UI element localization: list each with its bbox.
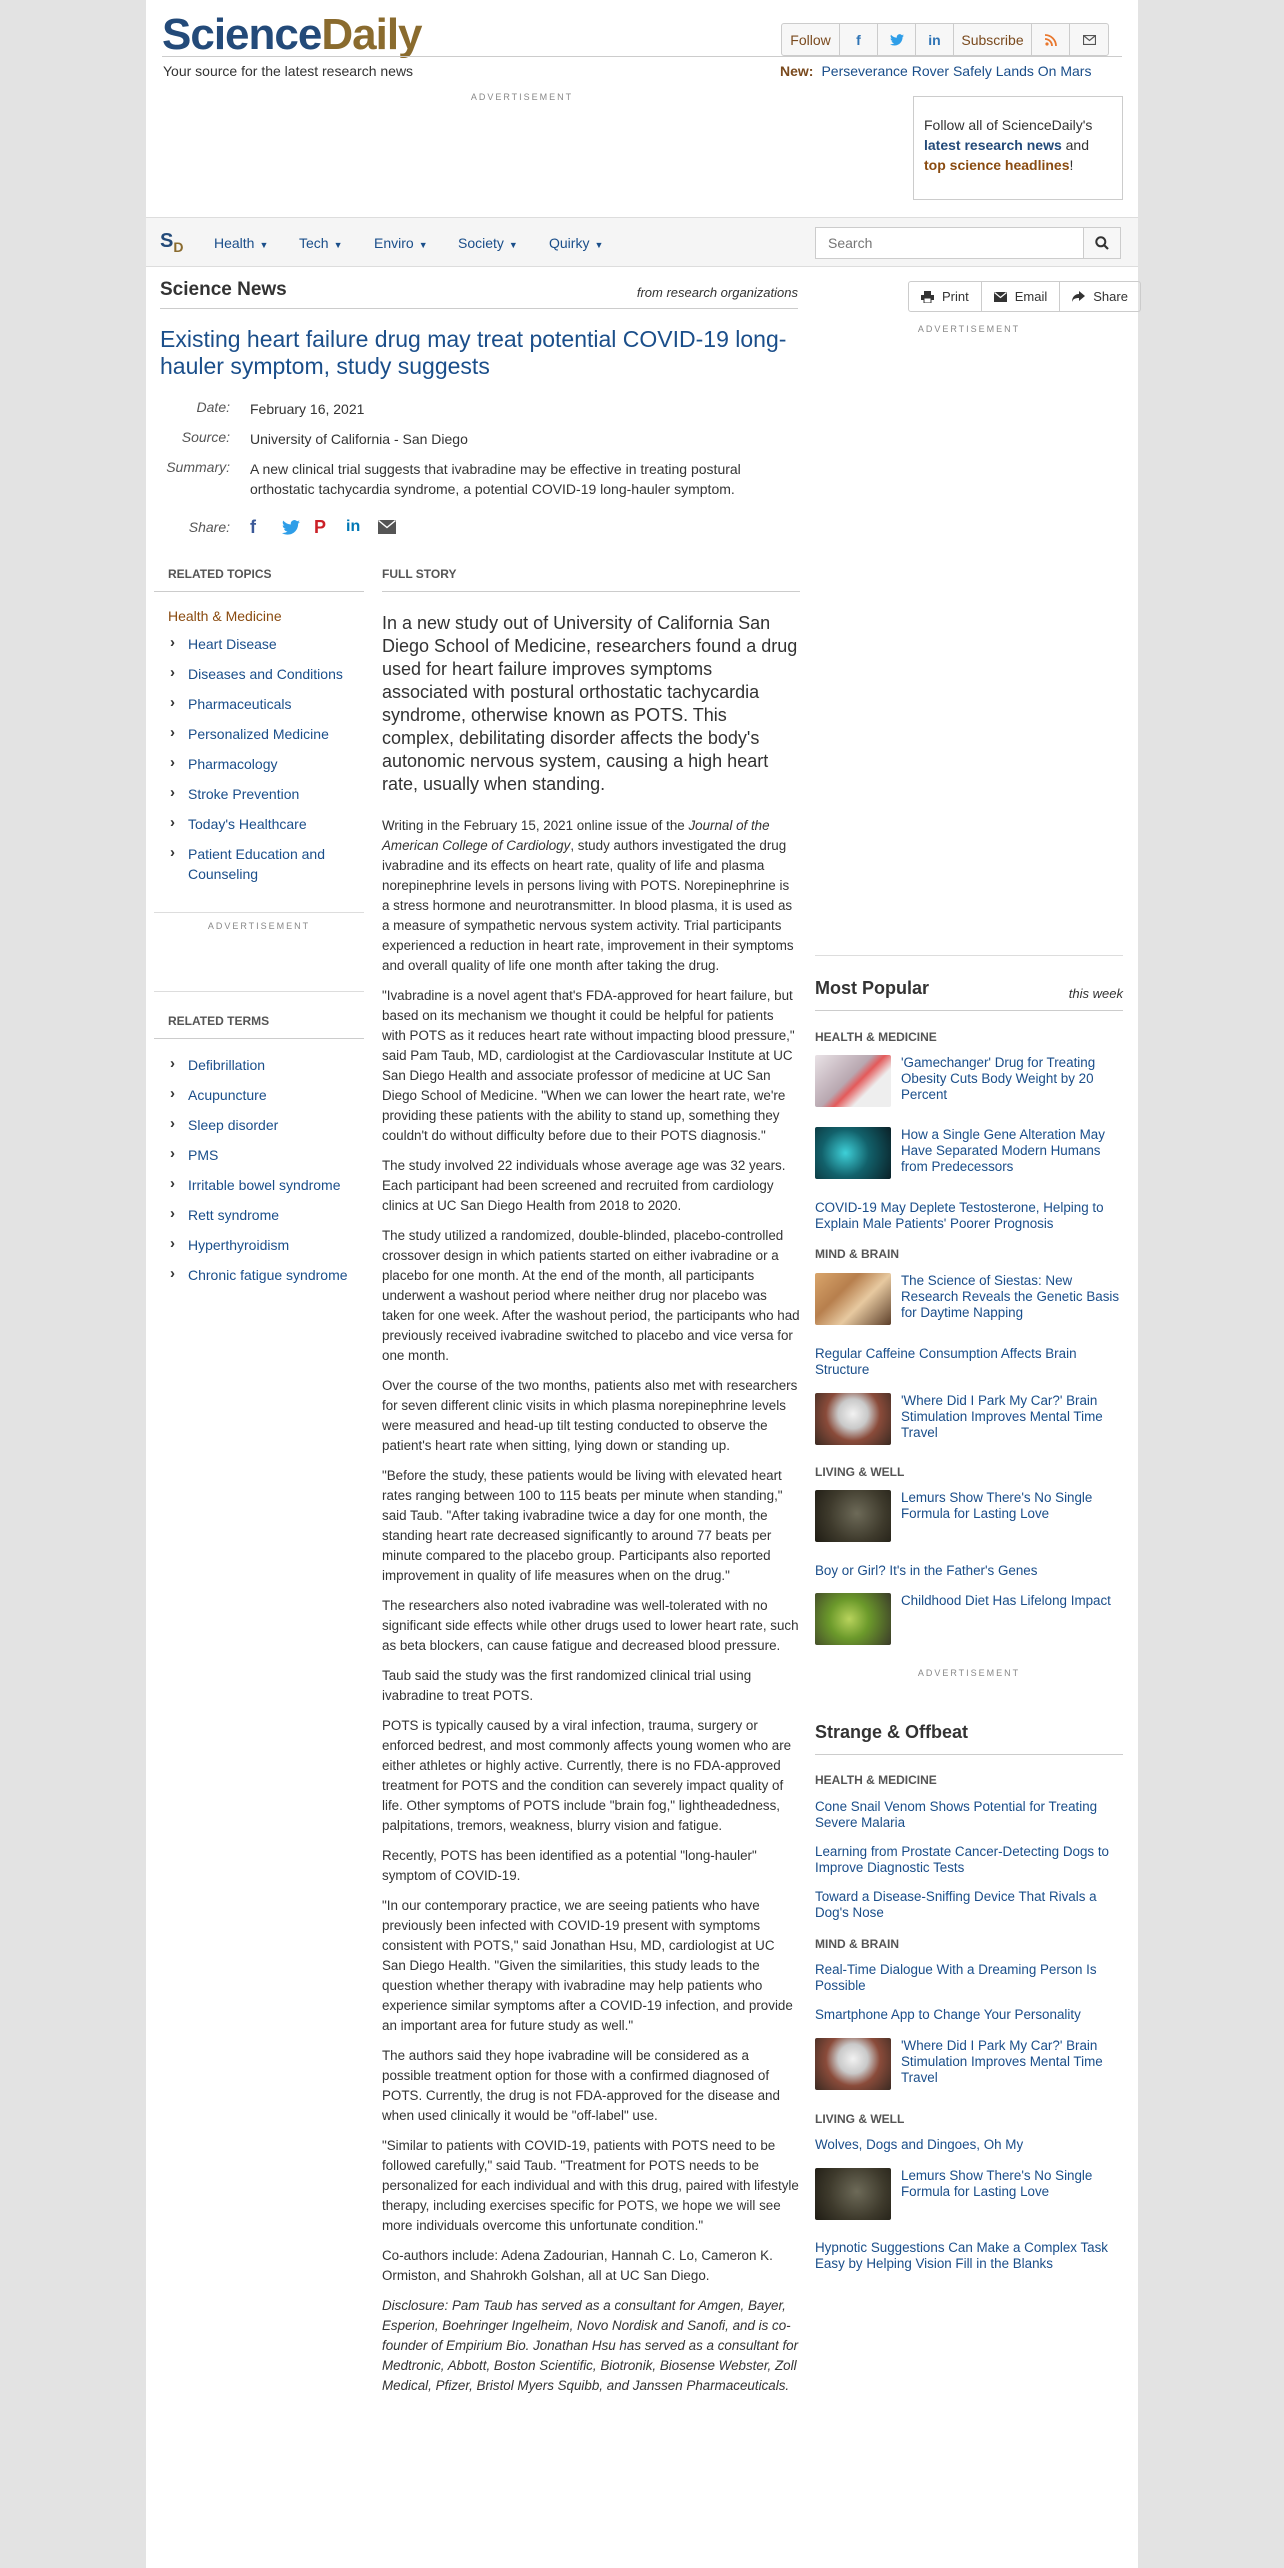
share-row bbox=[160, 516, 410, 538]
nav-label: Health bbox=[214, 235, 255, 251]
story-thumbnail bbox=[815, 1273, 891, 1325]
ad-label-right-2: ADVERTISEMENT bbox=[917, 1668, 1021, 1678]
topic-link[interactable]: › Stroke Prevention bbox=[168, 784, 350, 804]
nav-item-society[interactable] bbox=[458, 235, 518, 251]
share-arrow-icon bbox=[1072, 291, 1085, 302]
offbeat-item[interactable]: Learning from Prostate Cancer-Detecting Dogs to Improve Diagnostic Tests bbox=[815, 1844, 1109, 1875]
logo-daily: Daily bbox=[321, 10, 422, 59]
popular-item[interactable] bbox=[815, 1593, 1123, 1645]
section-divider bbox=[160, 308, 798, 309]
story-paragraph: "Similar to patients with COVID-19, patients with POTS need to be followed carefully," said Taub. "Treatment for POTS needs to be personalized for each individual and with this drug, paired with lifestyle therapy, including exercises specific for POTS, we hope we will see more individuals overcome this unfortunate condition." bbox=[382, 2138, 799, 2233]
story-text: Writing in the February 15, 2021 online issue of the bbox=[382, 818, 689, 833]
nav-label: Enviro bbox=[374, 235, 414, 251]
story-paragraph: Taub said the study was the first randomized clinical trial using ivabradine to treat POTS. bbox=[382, 1668, 752, 1703]
pinterest-share-icon[interactable]: P bbox=[314, 516, 327, 537]
nav-logo-d: D bbox=[173, 239, 184, 255]
popular-item[interactable] bbox=[815, 1273, 1123, 1325]
section-from: from research organizations bbox=[636, 285, 798, 300]
follow-button[interactable]: Follow bbox=[782, 24, 840, 55]
ad-label-top: ADVERTISEMENT bbox=[470, 92, 574, 102]
related-terms-heading: RELATED TERMS bbox=[154, 992, 364, 1039]
strange-offbeat-divider bbox=[815, 1754, 1123, 1755]
search-button[interactable] bbox=[1083, 227, 1121, 259]
follow-bar bbox=[781, 23, 1109, 56]
related-terms-list bbox=[154, 1055, 364, 1285]
topic-link[interactable]: › Heart Disease bbox=[168, 634, 350, 654]
term-link[interactable]: › PMS bbox=[168, 1145, 350, 1165]
story-paragraph: "Before the study, these patients would be living with elevated heart rates ranging between 100 to 115 beats per minute when standing," said Taub. "After taking ivabradine twice a day for one month, the standing heart rate decreased significantly to around 77 beats per minute compared to the placebo group. Participants also reported improvement in quality of life measures when on the drug." bbox=[382, 1468, 783, 1583]
disclosure: Disclosure: Pam Taub has served as a consultant for Amgen, Bayer, Esperion, Boehringer Ingelheim, Novo Nordisk and Sanofi, and is co-founder of Empirium Bio. Jonathan Hsu has served as a consultant for Medtronic, Abbott, Boston Scientific, Biotronik, Biosense Webster, Zoll Medical, Pfizer, Bristol Myers Squibb, and Janssen Pharmaceuticals. bbox=[382, 2298, 799, 2393]
story-paragraph: Over the course of the two months, patients also met with researchers for seven different clinic visits in which plasma norepinephrine levels were measured and head-up tilt testing conducted to observe the patient's heart rate when sitting, lying down or standing up. bbox=[382, 1378, 798, 1453]
story-text: , study authors investigated the drug ivabradine and its effects on heart rate, quality of life and plasma norepinephrine levels in persons living with POTS. Norepinephrine is a stress hormone and neurotransmitter. In blood plasma, it is used as a measure of sympathetic nervous system activity. Trial participants experienced a reduction in heart rate, improvement in their symptoms and overall quality of life one month after taking the drug. bbox=[382, 838, 794, 973]
most-popular-period: this week bbox=[1068, 986, 1123, 1001]
popular-item[interactable]: COVID-19 May Deplete Testosterone, Helping to Explain Male Patients' Poorer Prognosis bbox=[815, 1200, 1104, 1231]
story-paragraph: POTS is typically caused by a viral infection, trauma, surgery or enforced bedrest, and most commonly affects young women who are either athletes or highly active. Currently, there is no FDA-approved treatment for POTS and the condition can severely impact quality of life. Other symptoms of POTS include "brain fog," lightheadedness, palpitations, tremors, weakness, blurry vision and fatigue. bbox=[382, 1718, 792, 1833]
popular-item-title: How a Single Gene Alteration May Have Separated Modern Humans from Predecessors bbox=[901, 1127, 1105, 1174]
followbox-text: Follow all of ScienceDaily's bbox=[924, 117, 1093, 133]
nav-item-quirky[interactable] bbox=[549, 235, 603, 251]
story-thumbnail bbox=[815, 2168, 891, 2220]
story-paragraph: Recently, POTS has been identified as a potential "long-hauler" symptom of COVID-19. bbox=[382, 1848, 757, 1883]
tagline: Your source for the latest research news bbox=[163, 63, 414, 79]
top-science-headlines-link[interactable]: top science headlines bbox=[924, 157, 1070, 173]
story-paragraph: The researchers also noted ivabradine was well-tolerated with no significant side effects while other drugs used to lower heart rate, such as beta blockers, can cause fatigue and decreased blood pressure. bbox=[382, 1598, 799, 1653]
email-label: Email bbox=[1014, 289, 1048, 304]
strange-offbeat-heading: Strange & Offbeat bbox=[815, 1722, 969, 1742]
follow-box bbox=[913, 96, 1123, 200]
full-story bbox=[382, 555, 800, 2406]
page bbox=[146, 0, 1138, 2568]
story-paragraph: The study involved 22 individuals whose average age was 32 years. Each participant had been screened and recruited from cardiology clinics at UC San Diego Health from 2018 to 2020. bbox=[382, 1158, 786, 1213]
story-thumbnail bbox=[815, 1055, 891, 1107]
nav-item-tech[interactable] bbox=[299, 235, 343, 251]
article-tools bbox=[908, 281, 1141, 312]
popular-item[interactable] bbox=[815, 1127, 1123, 1179]
offbeat-item[interactable]: Hypnotic Suggestions Can Make a Complex Task Easy by Helping Vision Fill in the Blanks bbox=[815, 2240, 1109, 2271]
section-label-living: LIVING & WELL bbox=[815, 1465, 905, 1479]
story-paragraph: The authors said they hope ivabradine will be considered as a possible treatment option for those with a confirmed diagnosed of POTS. Currently, the drug is not FDA-approved for the disease and when used clinically it would be "off-label" use. bbox=[382, 2048, 780, 2123]
new-announcement bbox=[780, 63, 1091, 79]
source-value: University of California - San Diego bbox=[250, 431, 468, 447]
caret-down-icon: ▼ bbox=[418, 240, 428, 250]
term-link[interactable]: › Defibrillation bbox=[168, 1055, 350, 1075]
most-popular-divider bbox=[815, 1010, 1123, 1011]
email-icon bbox=[994, 292, 1007, 302]
linkedin-share-icon[interactable]: in bbox=[346, 518, 361, 535]
popular-item[interactable] bbox=[815, 1055, 1123, 1107]
nav-item-enviro[interactable] bbox=[374, 235, 428, 251]
term-link[interactable]: › Chronic fatigue syndrome bbox=[168, 1265, 350, 1285]
section-label-health: HEALTH & MEDICINE bbox=[815, 1773, 937, 1787]
story-thumbnail bbox=[815, 1393, 891, 1445]
subscribe-button[interactable]: Subscribe bbox=[954, 24, 1032, 55]
story-paragraph: Co-authors include: Adena Zadourian, Hannah C. Lo, Cameron K. Ormiston, and Shahrokh Golshan, all at UC San Diego. bbox=[382, 2248, 773, 2283]
facebook-icon[interactable]: f bbox=[840, 24, 878, 55]
offbeat-item[interactable] bbox=[815, 2038, 1123, 2090]
share-label: Share: bbox=[188, 519, 230, 535]
topic-link[interactable]: › Pharmacology bbox=[168, 754, 350, 774]
story-paragraph: "In our contemporary practice, we are seeing patients who have previously been infected with COVID-19 present with symptoms consistent with POTS," said Jonathan Hsu, MD, cardiologist at UC San Diego Health. "Given the similarities, this study leads to the question whether therapy with ivabradine may help patients who experience similar symptoms after a COVID-19 infection, and provide an important area for future study as well." bbox=[382, 1898, 793, 2033]
new-link[interactable]: Perseverance Rover Safely Lands On Mars bbox=[821, 63, 1092, 79]
caret-down-icon: ▼ bbox=[508, 240, 518, 250]
topic-link[interactable]: › Personalized Medicine bbox=[168, 724, 350, 744]
offbeat-item[interactable]: Real-Time Dialogue With a Dreaming Person Is Possible bbox=[815, 1962, 1097, 1993]
popular-item[interactable] bbox=[815, 1393, 1123, 1445]
section-label-mind: MIND & BRAIN bbox=[815, 1937, 899, 1951]
email-icon[interactable] bbox=[1070, 24, 1108, 55]
section-label-mind: MIND & BRAIN bbox=[815, 1247, 899, 1261]
nav-label: Tech bbox=[299, 235, 329, 251]
offbeat-item[interactable] bbox=[815, 2168, 1123, 2220]
ad-label-right: ADVERTISEMENT bbox=[917, 324, 1021, 334]
caret-down-icon: ▼ bbox=[259, 240, 269, 250]
offbeat-item-title: Lemurs Show There's No Single Formula for Lasting Love bbox=[901, 2168, 1093, 2199]
term-link[interactable]: › Hyperthyroidism bbox=[168, 1235, 350, 1255]
date-label: Date: bbox=[196, 399, 230, 415]
search-input[interactable] bbox=[815, 227, 1084, 259]
story-paragraph bbox=[382, 816, 800, 976]
popular-item[interactable]: Boy or Girl? It's in the Father's Genes bbox=[815, 1563, 1038, 1578]
date-value: February 16, 2021 bbox=[250, 401, 365, 417]
story-thumbnail bbox=[815, 1127, 891, 1179]
offbeat-item-title: 'Where Did I Park My Car?' Brain Stimulation Improves Mental Time Travel bbox=[901, 2038, 1103, 2085]
right-divider bbox=[815, 955, 1123, 956]
nav-logo-s: S bbox=[160, 230, 174, 252]
section-title[interactable]: Science News bbox=[160, 279, 287, 300]
print-button[interactable] bbox=[909, 282, 982, 311]
summary-label: Summary: bbox=[166, 459, 230, 475]
topic-category[interactable]: Health & Medicine bbox=[168, 608, 282, 624]
story-lede: In a new study out of University of California San Diego School of Medicine, researchers found a drug used for heart failure improves symptoms associated with postural orthostatic tachycardia syndrome, otherwise known as POTS. This complex, debilitating disorder affects the body's autonomic nervous system, causing a high heart rate, usually when standing. bbox=[382, 613, 798, 794]
nav-logo[interactable] bbox=[160, 230, 183, 255]
related-topics-list bbox=[154, 634, 364, 884]
topic-link[interactable]: › Pharmaceuticals bbox=[168, 694, 350, 714]
offbeat-item[interactable]: Toward a Disease-Sniffing Device That Rivals a Dog's Nose bbox=[815, 1889, 1097, 1920]
section-label-health: HEALTH & MEDICINE bbox=[815, 1030, 937, 1044]
term-link[interactable]: › Sleep disorder bbox=[168, 1115, 350, 1135]
story-thumbnail bbox=[815, 1490, 891, 1542]
story-thumbnail bbox=[815, 2038, 891, 2090]
source-label: Source: bbox=[181, 429, 230, 445]
full-story-label: FULL STORY bbox=[382, 555, 800, 592]
topic-link[interactable]: › Today's Healthcare bbox=[168, 814, 350, 834]
followbox-end: ! bbox=[1069, 157, 1074, 173]
topic-link[interactable]: › Patient Education and Counseling bbox=[168, 844, 350, 884]
term-link[interactable]: › Acupuncture bbox=[168, 1085, 350, 1105]
header-divider bbox=[162, 56, 1122, 57]
left-sidebar bbox=[154, 555, 364, 1295]
term-link[interactable]: › Rett syndrome bbox=[168, 1205, 350, 1225]
section-label-living: LIVING & WELL bbox=[815, 2112, 905, 2126]
term-link[interactable]: › Irritable bowel syndrome bbox=[168, 1175, 350, 1195]
story-thumbnail bbox=[815, 1593, 891, 1645]
ad-label-left: ADVERTISEMENT bbox=[207, 921, 311, 931]
story-paragraph: "Ivabradine is a novel agent that's FDA-approved for heart failure, but based on its mechanism we thought it could be helpful for patients with POTS as it reduces heart rate without impacting blood pressure," said Pam Taub, MD, cardiologist at the Cardiovascular Institute at UC San Diego Health and associate professor of medicine at UC San Diego School of Medicine. "When we can lower the heart rate, we're providing these patients with the ability to stand up, something they couldn't do without difficulty before due to their POTS diagnosis." bbox=[382, 988, 795, 1143]
nav-bar bbox=[146, 217, 1138, 267]
popular-item[interactable]: Regular Caffeine Consumption Affects Brain Structure bbox=[815, 1346, 1077, 1377]
search-icon bbox=[1095, 236, 1109, 250]
offbeat-item[interactable]: Smartphone App to Change Your Personality bbox=[815, 2007, 1081, 2022]
story-paragraph: The study utilized a randomized, double-blinded, placebo-controlled crossover design in which patients started on either ivabradine or a placebo for one month. At the end of the month, all participants underwent a washout period where neither drug nor placebo was taken for one week. After the washout period, the participants who had previously received ivabradine switched to placebo and vice versa for one month. bbox=[382, 1228, 800, 1363]
rss-icon[interactable] bbox=[1032, 24, 1070, 55]
nav-label: Society bbox=[458, 235, 504, 251]
article-headline: Existing heart failure drug may treat potential COVID-19 long-hauler symptom, study suggests bbox=[160, 326, 787, 379]
journal-name: Journal of the American College of Cardiology bbox=[382, 818, 770, 853]
print-icon bbox=[921, 291, 934, 303]
popular-item-title: The Science of Siestas: New Research Reveals the Genetic Basis for Daytime Napping bbox=[901, 1273, 1120, 1320]
summary-value: A new clinical trial suggests that ivabradine may be effective in treating postural orthostatic tachycardia syndrome, a potential COVID-19 long-hauler symptom. bbox=[250, 461, 741, 497]
popular-item-title: Lemurs Show There's No Single Formula for Lasting Love bbox=[901, 1490, 1093, 1521]
most-popular-heading: Most Popular bbox=[815, 978, 930, 998]
caret-down-icon: ▼ bbox=[333, 240, 343, 250]
twitter-share-icon[interactable] bbox=[282, 516, 314, 538]
new-label: New: bbox=[780, 63, 814, 79]
related-topics-heading: RELATED TOPICS bbox=[154, 555, 364, 592]
offbeat-item[interactable]: Cone Snail Venom Shows Potential for Treating Severe Malaria bbox=[815, 1799, 1098, 1830]
email-button[interactable] bbox=[982, 282, 1061, 311]
popular-item-title: Childhood Diet Has Lifelong Impact bbox=[901, 1593, 1111, 1608]
followbox-and: and bbox=[1061, 137, 1089, 153]
nav-label: Quirky bbox=[549, 235, 590, 251]
popular-item-title: 'Where Did I Park My Car?' Brain Stimulation Improves Mental Time Travel bbox=[901, 1393, 1103, 1440]
topic-link[interactable]: › Diseases and Conditions bbox=[168, 664, 350, 684]
twitter-icon[interactable] bbox=[878, 24, 916, 55]
logo-science: Science bbox=[162, 10, 322, 59]
latest-research-news-link[interactable]: latest research news bbox=[924, 137, 1062, 153]
facebook-share-icon[interactable]: f bbox=[250, 516, 256, 537]
sciencedaily-logo[interactable] bbox=[162, 10, 422, 60]
email-share-icon[interactable] bbox=[378, 516, 410, 538]
print-label: Print bbox=[942, 289, 969, 304]
share-button[interactable] bbox=[1060, 282, 1140, 311]
offbeat-item[interactable]: Wolves, Dogs and Dingoes, Oh My bbox=[815, 2137, 1024, 2152]
nav-item-health[interactable] bbox=[214, 235, 268, 251]
share-label: Share bbox=[1093, 289, 1128, 304]
left-ad-slot bbox=[154, 912, 364, 992]
popular-item[interactable] bbox=[815, 1490, 1123, 1542]
linkedin-icon[interactable]: in bbox=[916, 24, 954, 55]
popular-item-title: 'Gamechanger' Drug for Treating Obesity Cuts Body Weight by 20 Percent bbox=[901, 1055, 1096, 1102]
caret-down-icon: ▼ bbox=[594, 240, 604, 250]
